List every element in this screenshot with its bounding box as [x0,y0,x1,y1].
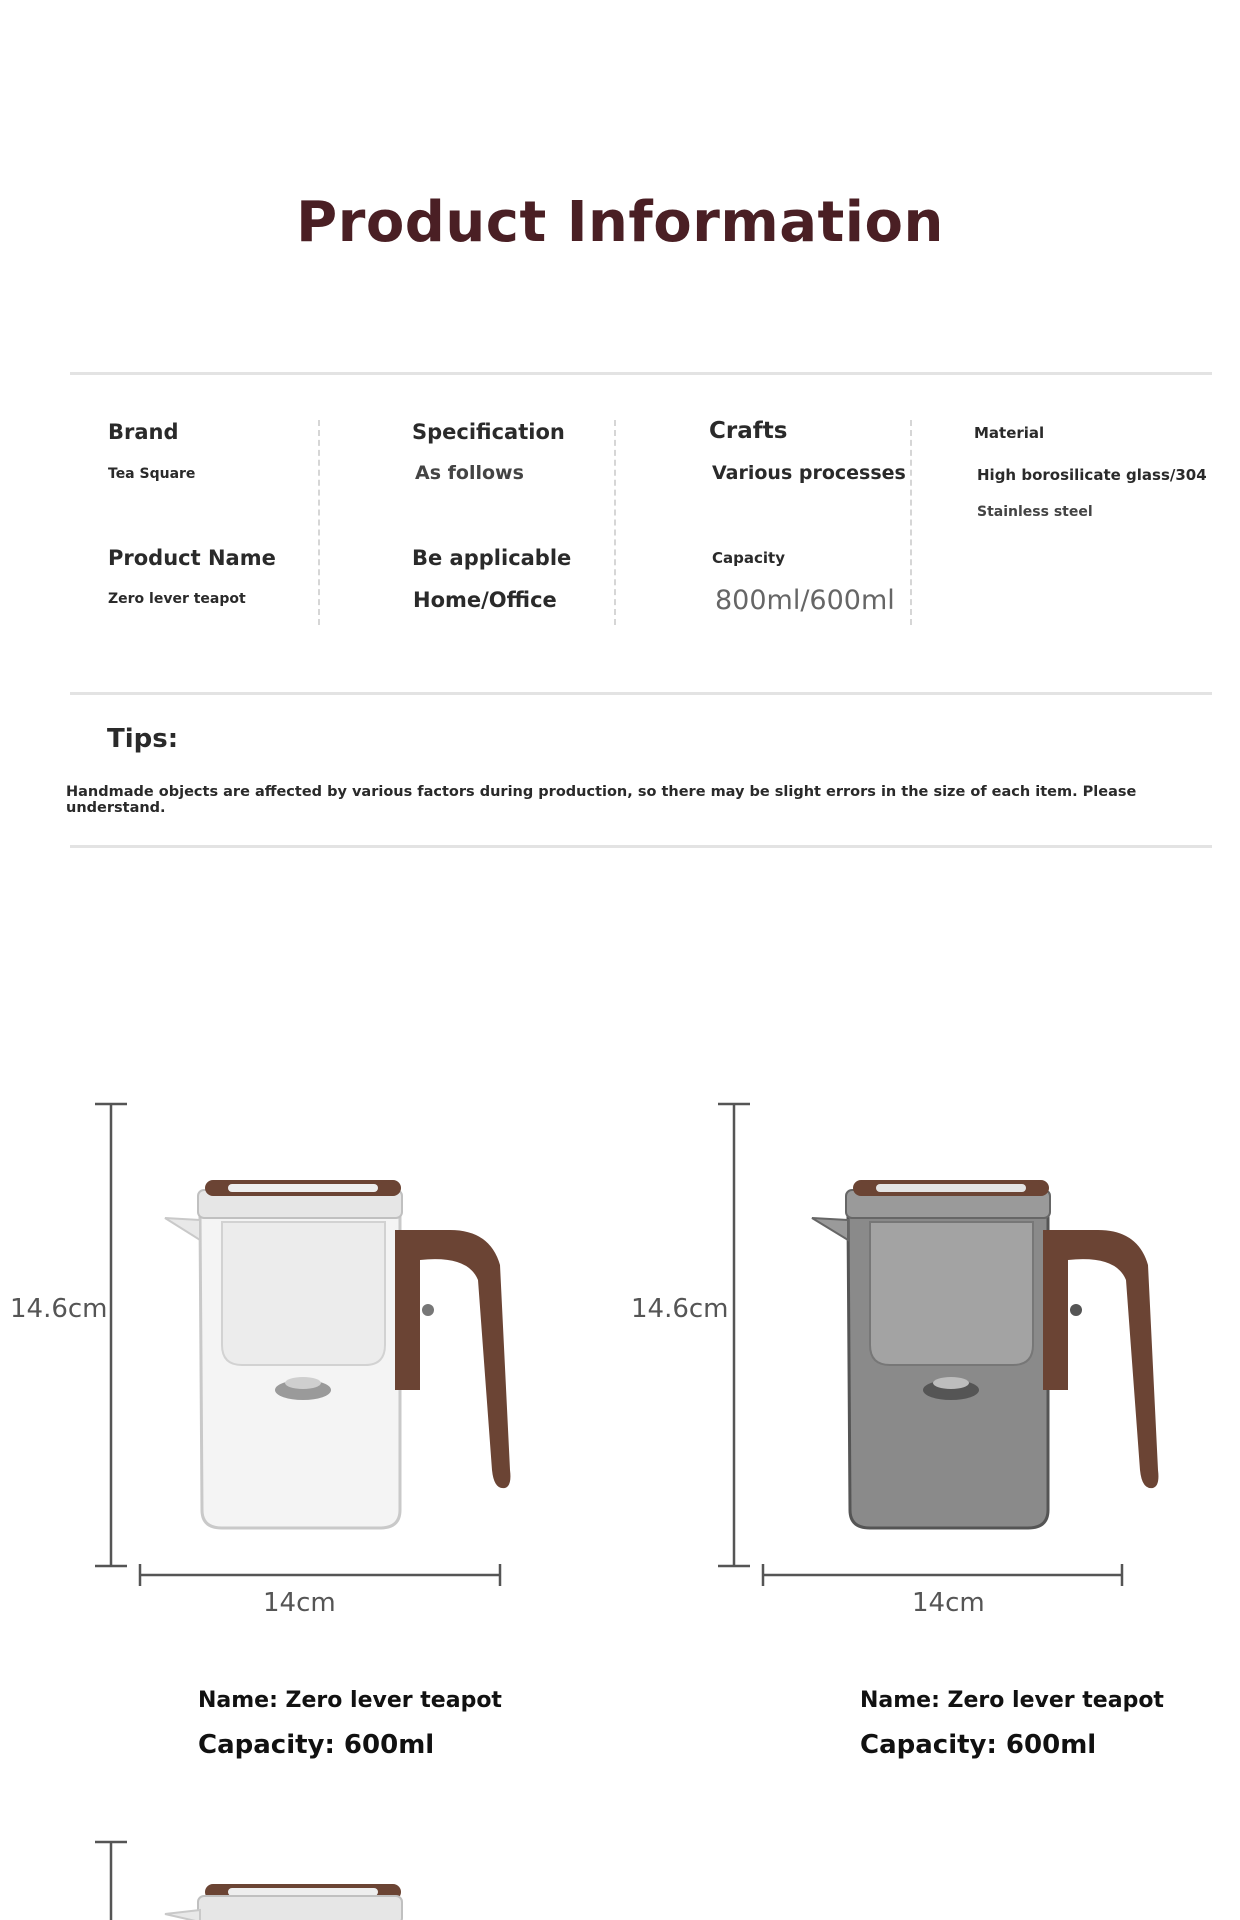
teapot-dimension-illustration [0,1090,620,1630]
product-name-label: Product Name [108,546,276,570]
capacity-label: Capacity [712,549,785,567]
height-dimension-label: 14.6cm [631,1294,729,1324]
teapot-partial-illustration [0,1830,620,1920]
column-separator [910,420,912,625]
specification-value: As follows [415,462,524,484]
tips-text: Handmade objects are affected by various factors during production, so there may be slight errors in the size of each item. Please understand. [66,784,1137,816]
page-title: Product Information [296,190,944,255]
material-value-line-1: High borosilicate glass/304 [977,466,1207,484]
applicable-label: Be applicable [412,546,572,570]
teapot-icon [165,1180,510,1528]
divider-middle [70,692,1212,695]
divider-top [70,372,1212,375]
crafts-label: Crafts [709,418,788,444]
product-capacity: Capacity: 600ml [860,1730,1097,1760]
brand-value: Tea Square [108,466,196,482]
material-value-line-2: Stainless steel [977,504,1093,520]
crafts-value: Various processes [712,462,906,484]
tips-heading: Tips: [107,724,179,754]
product-name-value: Zero lever teapot [108,591,246,607]
brand-label: Brand [108,420,179,444]
material-label: Material [974,424,1045,442]
teapot-dimension-illustration [620,1090,1240,1630]
capacity-value: 800ml/600ml [715,585,895,616]
column-separator [614,420,616,625]
product-name: Name: Zero lever teapot [198,1688,502,1713]
divider-bottom [70,845,1212,848]
teapot-icon [812,1180,1158,1528]
product-name: Name: Zero lever teapot [860,1688,1164,1713]
width-dimension-label: 14cm [263,1588,336,1618]
teapot-icon [165,1884,402,1920]
column-separator [318,420,320,625]
applicable-value: Home/Office [413,588,557,612]
specification-label: Specification [412,420,565,444]
product-capacity: Capacity: 600ml [198,1730,435,1760]
width-dimension-label: 14cm [912,1588,985,1618]
height-dimension-label: 14.6cm [10,1294,108,1324]
